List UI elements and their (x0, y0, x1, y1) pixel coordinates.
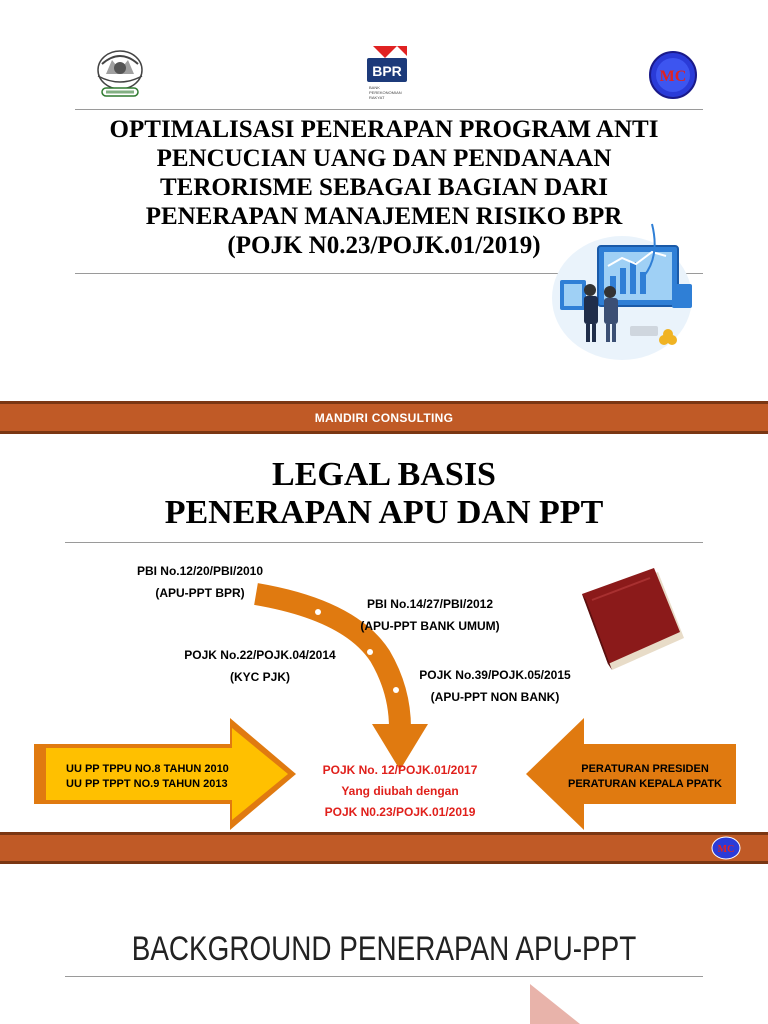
legal-title-line: PENERAPAN APU DAN PPT (164, 494, 604, 531)
center-line: Yang diubah dengan (341, 784, 459, 798)
reg-line: POJK No.39/POJK.05/2015 (419, 668, 571, 682)
left-arrow-line: UU PP TPPU NO.8 TAHUN 2010 (66, 763, 229, 775)
reg-pbi-2012 (345, 593, 515, 637)
center-line: POJK No. 12/POJK.01/2017 (322, 763, 478, 777)
cover-title-line: PENCUCIAN UANG DAN PENDANAAN (156, 145, 612, 172)
background-divider (65, 976, 703, 977)
mc-logo (648, 50, 698, 100)
legal-basis-slide (0, 398, 768, 864)
svg-text:RAKYAT: RAKYAT (369, 95, 385, 100)
reg-pojk-2015 (405, 664, 585, 708)
cover-title-line: OPTIMALISASI PENERAPAN PROGRAM ANTI (109, 116, 659, 143)
reg-line: PBI No.14/27/PBI/2012 (366, 597, 494, 611)
center-regulation (305, 760, 495, 823)
right-arrow-text (560, 762, 730, 792)
cover-title-line: PENERAPAN MANAJEMEN RISIKO BPR (145, 203, 623, 230)
footer-mc-text: MC (717, 844, 735, 855)
left-arrow-text (66, 762, 229, 792)
background-title: BACKGROUND PENERAPAN APU-PPT (131, 930, 637, 968)
reg-line: (KYC PJK) (229, 670, 290, 684)
center-line: POJK N0.23/POJK.01/2019 (324, 805, 476, 819)
mc-logo-text: MC (659, 68, 687, 85)
right-arrow-line: PERATURAN PRESIDEN (581, 763, 709, 775)
footer-band (0, 832, 768, 864)
band-title: MANDIRI CONSULTING (314, 411, 454, 425)
cover-slide (0, 0, 768, 398)
left-arrow-line: UU PP TPPT NO.9 TAHUN 2013 (66, 778, 228, 790)
legal-title-line: LEGAL BASIS (272, 456, 496, 493)
decor-triangle (524, 980, 584, 1024)
bpr-logo-text: BPR (372, 63, 402, 79)
divider-top (75, 109, 703, 110)
reg-line: PBI No.12/20/PBI/2010 (136, 564, 264, 578)
reg-line: (APU-PPT NON BANK) (430, 690, 560, 704)
reg-line: (APU-PPT BANK UMUM) (360, 619, 500, 633)
reg-line: POJK No.22/POJK.04/2014 (184, 648, 336, 662)
cover-title-line: TERORISME SEBAGAI BAGIAN DARI (160, 174, 608, 201)
background-slide (0, 864, 768, 1024)
business-illustration (548, 216, 700, 364)
right-arrow-line: PERATURAN KEPALA PPATK (568, 778, 722, 790)
cover-title-line: (POJK N0.23/POJK.01/2019) (227, 232, 541, 259)
book-icon (578, 566, 690, 678)
reg-pojk-2014 (170, 644, 350, 688)
bpr-logo (365, 44, 411, 106)
reg-pbi-2010 (120, 560, 280, 604)
footer-mc-logo (711, 836, 741, 860)
crest-logo (92, 44, 148, 102)
reg-line: (APU-PPT BPR) (155, 586, 245, 600)
svg-text:BANK: BANK (369, 85, 380, 90)
svg-text:PEREKONOMIAN: PEREKONOMIAN (369, 90, 402, 95)
